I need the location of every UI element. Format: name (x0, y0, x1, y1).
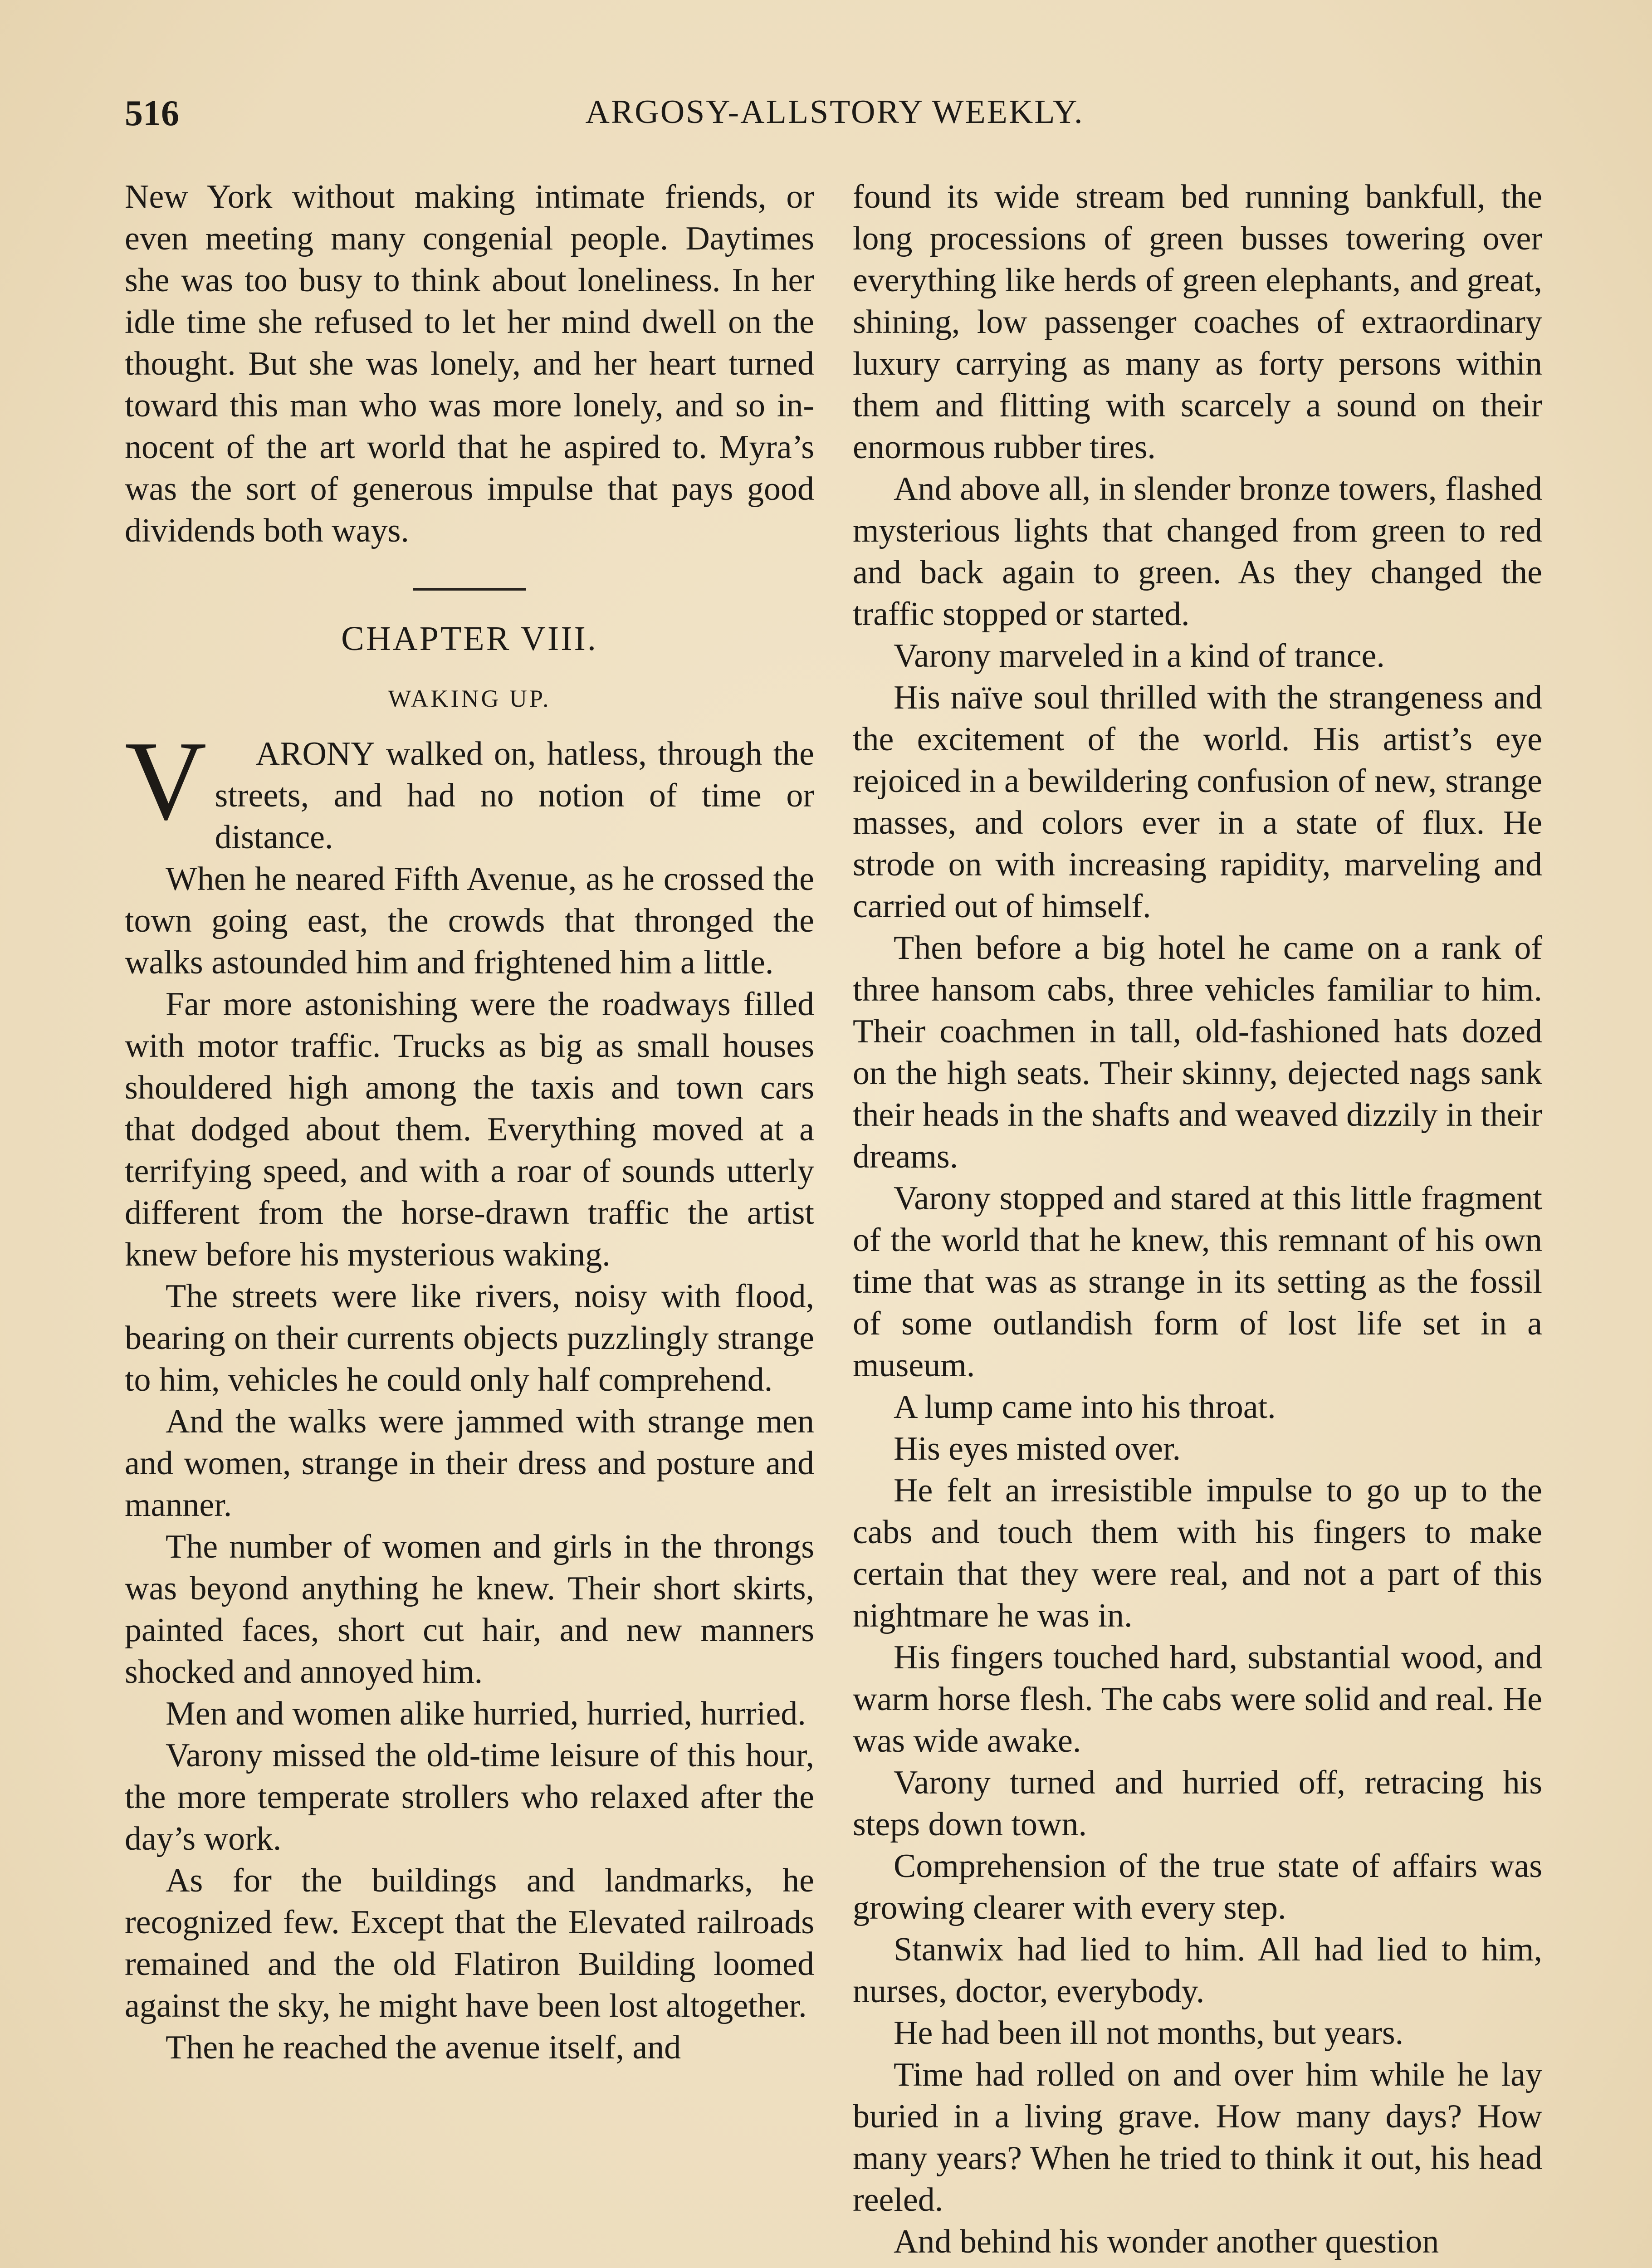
paragraph: The streets were like rivers, noisy with flood, bearing on their currents objects puzzlingly strange to him, vehicles he could only half comprehend. (125, 1278, 814, 1398)
paragraph: And behind his wonder another question (894, 2223, 1439, 2260)
paragraph: Far more astonishing were the roadways filled with motor traffic. Trucks as big as small houses shouldered high among the taxis and town cars that dodged about them. Everything moved at a terrifying speed, and with a roar of sounds utterly different from the horse-drawn traffic the artist knew before his mysterious waking. (125, 986, 814, 1273)
chapter-title: CHAPTER VIII. (341, 620, 598, 658)
paragraph: His fingers touched hard, substantial wood, and warm horse flesh. The cabs were solid and real. He was wide awake. (853, 1639, 1542, 1760)
paragraph: And above all, in slender bronze towers, flashed mysterious lights that changed from green to red and back again to green. As they changed the traffic stopped or started. (853, 470, 1542, 633)
paragraph: Men and women alike hurried, hurried, hurried. (166, 1695, 806, 1732)
paragraph: Comprehension of the true state of affairs was growing clearer with every step. (853, 1848, 1542, 1926)
opening-paragraph-right: found its wide stream bed running bankfull, the long processions of green busses towering over everything like herds of green elephants, and great, shining, low passenger coaches of extraordinary luxury carrying as many as forty persons within them and flitting with scarcely a sound on their enormous rubber tires. (853, 178, 1542, 466)
dropcap-paragraph-block (125, 718, 814, 858)
paragraph: Varony missed the old-time leisure of this hour, the more temperate strollers who relaxed after the day’s work. (125, 1737, 814, 1857)
paragraph: His naïve soul thrilled with the strangeness and the excitement of the world. His artist’s eye rejoiced in a bewildering confusion of new, strange masses, and colors ever in a state of flux. He strode on with increasing rapidity, marveling and carried out of himself. (853, 679, 1542, 925)
dropcap-word-rest: ARONY (255, 735, 375, 772)
paragraph: His eyes misted over. (894, 1430, 1181, 1467)
paragraph: The number of women and girls in the throngs was beyond anything he knew. Their short skirts, painted faces, short cut hair, and new manners shocked and annoyed him. (125, 1528, 814, 1691)
dropcap-paragraph-text: walked on, hatless, through the streets, and had no notion of time or distance. (215, 735, 814, 856)
dropcap-paragraph (125, 718, 814, 858)
paragraph: A lump came into his throat. (894, 1388, 1276, 1426)
right-column (853, 176, 1542, 2263)
page-number: 516 (125, 93, 179, 133)
dropcap-letter: V (125, 718, 207, 844)
paragraph: Time had rolled on and over him while he lay buried in a living grave. How many days? How many years? When he tried to think it out, his head reeled. (853, 2056, 1542, 2219)
chapter-subtitle: WAKING UP. (388, 685, 551, 712)
paragraph: Varony marveled in a kind of trance. (894, 637, 1385, 675)
section-divider (413, 588, 526, 591)
left-column (125, 176, 814, 2068)
page-header (125, 93, 1544, 147)
paragraph: Stanwix had lied to him. All had lied to him, nurses, doctor, everybody. (853, 1931, 1542, 2010)
paragraph: And the walks were jammed with strange men and women, strange in their dress and posture and manner. (125, 1403, 814, 1524)
running-head: ARGOSY-ALLSTORY WEEKLY. (585, 93, 1084, 131)
paragraph: Varony stopped and stared at this little fragment of the world that he knew, this remnant of his own time that was as strange in its setting as the fossil of some outlandish form of lost life set in a museum. (853, 1180, 1542, 1384)
paragraph: He felt an irresistible impulse to go up to the cabs and touch them with his fingers to make certain that they were real, and not a part of this nightmare he was in. (853, 1472, 1542, 1634)
paragraph: As for the buildings and landmarks, he recognized few. Except that the Elevated railroads remained and the old Flatiron Building loomed against the sky, he might have been lost altogether. (125, 1862, 814, 2024)
paragraph: Then he reached the avenue itself, and (166, 2029, 681, 2066)
paragraph: Then before a big hotel he came on a rank of three hansom cabs, three vehicles familiar to him. Their coachmen in tall, old-fashioned hats dozed on the high seats. Their skinny, dejected nags sank their heads in the shafts and weaved dizzily in their dreams. (853, 929, 1542, 1175)
paragraph: Varony turned and hurried off, retracing his steps down town. (853, 1764, 1542, 1843)
paragraph: When he neared Fifth Avenue, as he crossed the town going east, the crowds that thronged the walks astounded him and frightened him a little. (125, 860, 814, 981)
opening-paragraph-left: New York without making intimate friends, or even meeting many congenial people. Daytimes she was too busy to think about loneliness. In her idle time she refused to let her mind dwell on the thought. But she was lonely, and her heart turned toward this man who was more lonely, and so innocent of the art world that he aspired to. Myra’s was the sort of generous impulse that pays good dividends both ways. (125, 178, 814, 549)
paragraph: He had been ill not months, but years. (894, 2014, 1404, 2052)
